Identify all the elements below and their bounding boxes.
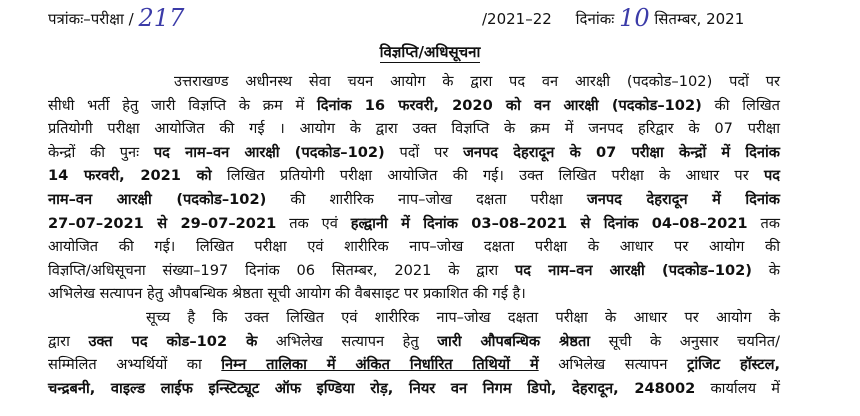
bold-text: जारी औपबन्धिक श्रेष्ठता xyxy=(437,332,591,350)
bold-text: नाम–वन आरक्षी (पदकोड–102) xyxy=(48,190,267,208)
bold-text: पद नाम–वन आरक्षी (पदकोड–102) xyxy=(153,143,385,161)
text-span: प्रतियोगी परीक्षा आयोजित की गई । आयोग के द्वारा उक्त विज्ञप्ति के क्रम में जनपद हरिद्वार के 07 परीक्षा xyxy=(48,120,780,138)
text-span: सूच्य है कि उक्त लिखित एवं शारीरिक नाप–जोख दक्षता परीक्षा के आधार पर आयोग के xyxy=(146,308,780,326)
paragraph-1 xyxy=(48,70,780,306)
text-span: सूची के अनुसार चयनित/ xyxy=(590,332,781,350)
bold-text: पद xyxy=(763,167,780,185)
bold-text: 27–07–2021 से 29–07–2021 xyxy=(48,214,277,232)
text-span: की लिखित xyxy=(701,96,780,114)
reference-number xyxy=(48,4,184,32)
text-line xyxy=(48,306,780,330)
text-line xyxy=(48,94,780,118)
notice-title xyxy=(0,42,860,62)
text-line xyxy=(48,164,780,188)
text-span: सम्मिलित अभ्यर्थियों का xyxy=(48,356,222,374)
text-line xyxy=(48,282,780,306)
text-span: अभिलेख सत्यापन हेतु औपबन्धिक श्रेष्ठता सूची आयोग की वैबसाइट पर प्रकाशित की गई है। xyxy=(48,285,526,303)
bold-text: 14 फरवरी, 2021 को xyxy=(48,167,212,185)
text-span: अभिलेख सत्यापन xyxy=(538,356,687,374)
handwritten-reference-number: 217 xyxy=(138,4,185,32)
text-line xyxy=(48,377,780,401)
date-label: दिनांकः xyxy=(575,10,615,28)
bold-text: पद नाम–वन आरक्षी (पदकोड–102) xyxy=(515,261,752,279)
bold-text: जनपद देहरादून में दिनांक xyxy=(586,190,780,208)
text-line xyxy=(48,70,780,94)
text-span: के xyxy=(751,261,780,279)
text-span: उत्तराखण्ड अधीनस्थ सेवा चयन आयोग के द्वारा पद वन आरक्षी (पदकोड–102) पदों पर xyxy=(174,73,780,90)
text-line xyxy=(48,235,780,259)
text-span: सीधी भर्ती हेतु जारी विज्ञप्ति के क्रम में xyxy=(48,96,317,114)
letter-date xyxy=(482,4,744,32)
bold-text: उक्त पद कोड–102 के xyxy=(88,332,258,350)
text-span: केन्द्रों की पुनः xyxy=(48,143,154,161)
text-span: कार्यालय में xyxy=(695,379,780,397)
notice-body xyxy=(48,70,780,400)
text-line xyxy=(48,259,780,283)
bold-text: चन्द्रबनी, वाइल्ड लाईफ इन्स्टिट्यूट ऑफ इण्डिया रोड़, नियर वन निगम डिपो, देहरादून, 248002 xyxy=(48,379,696,397)
text-span: पदों पर xyxy=(384,143,464,161)
text-span: अभिलेख सत्यापन हेतु xyxy=(257,332,438,350)
text-line xyxy=(48,330,780,354)
text-line xyxy=(48,188,780,212)
text-span: लिखित प्रतियोगी परीक्षा आयोजित की गई। उक्त लिखित परीक्षा के आधार पर xyxy=(211,167,764,185)
text-span: तक एवं xyxy=(276,214,351,232)
text-line xyxy=(48,353,780,377)
text-line xyxy=(48,141,780,165)
text-span: विज्ञप्ति/अधिसूचना संख्या–197 दिनांक 06 सितम्बर, 2021 के द्वारा xyxy=(48,261,516,279)
paragraph-2 xyxy=(48,306,780,400)
bold-text: हल्द्वानी में दिनांक 03–08–2021 से दिनांक 04–08–2021 xyxy=(350,214,748,232)
handwritten-date-day: 10 xyxy=(619,4,650,32)
notice-title-text: विज्ञप्ति/अधिसूचना xyxy=(379,43,481,61)
text-span: तक xyxy=(747,214,780,232)
reference-label: पत्रांकः–परीक्षा / xyxy=(48,10,134,28)
text-line xyxy=(48,117,780,141)
date-month-year: सितम्बर, 2021 xyxy=(654,10,745,28)
session-year: /2021–22 xyxy=(482,10,552,28)
text-line xyxy=(48,212,780,236)
text-span: आयोजित की गई। लिखित परीक्षा एवं शारीरिक नाप–जोख दक्षता परीक्षा के आधार पर आयोग की xyxy=(48,238,780,256)
bold-text: ट्रांजिट हॉस्टल, xyxy=(686,356,781,374)
text-span: की शारीरिक नाप–जोख दक्षता परीक्षा xyxy=(266,190,587,208)
bold-text: जनपद देहरादून के 07 परीक्षा केन्द्रों में दिनांक xyxy=(463,143,780,161)
bold-text: दिनांक 16 फरवरी, 2020 को वन आरक्षी (पदकोड–102) xyxy=(316,96,702,114)
text-span: द्वारा xyxy=(48,332,89,350)
bold-text: निम्न तालिका में अंकित निर्धारित तिथियों में xyxy=(221,356,539,374)
